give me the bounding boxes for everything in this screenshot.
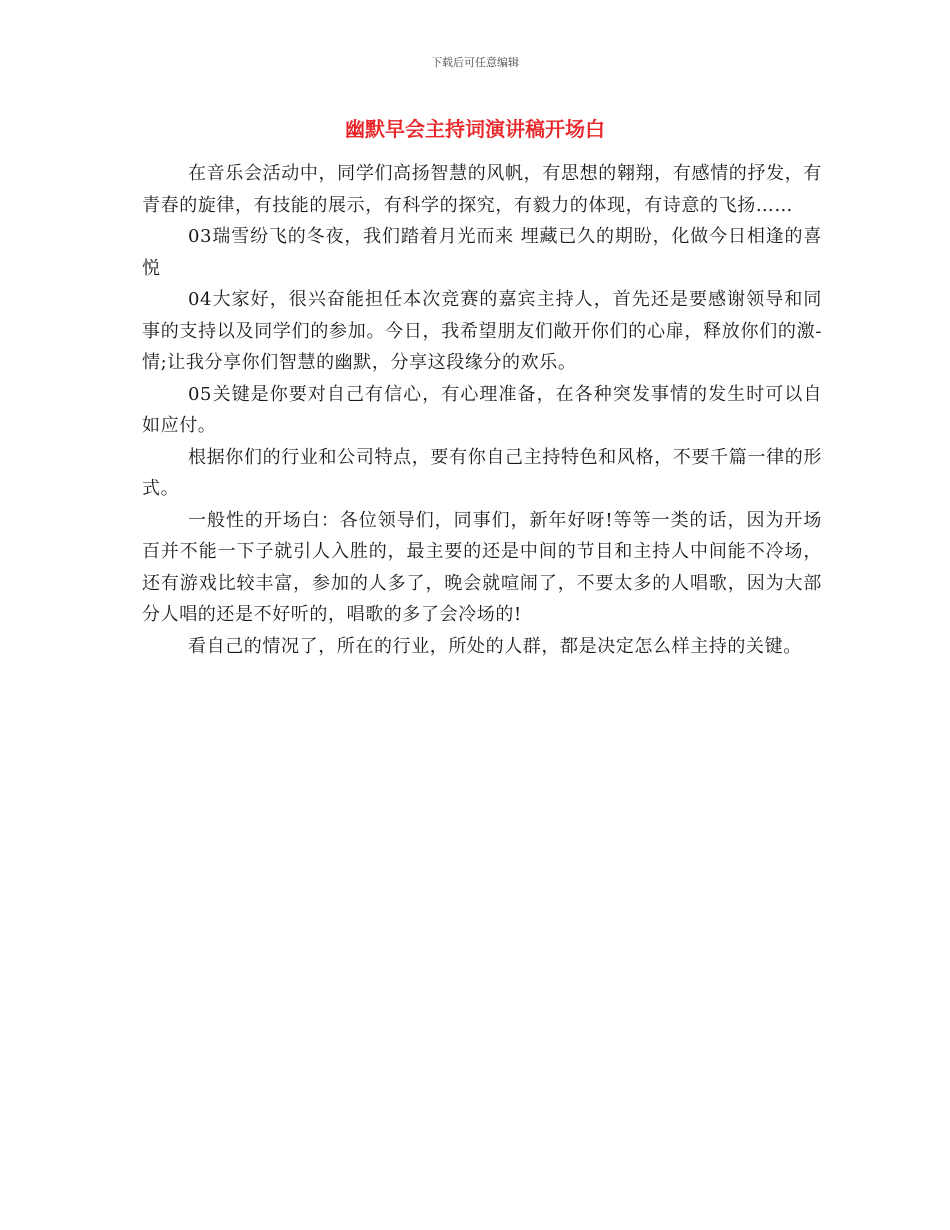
document-body [142,158,822,662]
paragraph-3: 04大家好，很兴奋能担任本次竞赛的嘉宾主持人，首先还是要感谢领导和同事的支持以及同学们的参加。今日，我希望朋友们敞开你们的心扉，释放你们的激-情;让我分享你们智慧的幽默，分享这段缘分的欢乐。 [142,289,822,373]
paragraph-2: 03瑞雪纷飞的冬夜，我们踏着月光而来 埋藏已久的期盼，化做今日相逢的喜悦 [142,226,822,279]
paragraph-5: 根据你们的行业和公司特点，要有你自己主持特色和风格，不要千篇一律的形式。 [142,446,822,499]
paragraph-1: 在音乐会活动中，同学们高扬智慧的风帆，有思想的翱翔，有感情的抒发，有青春的旋律，有技能的展示，有科学的探究，有毅力的体现，有诗意的飞扬…… [142,163,822,216]
paragraph-6: 一般性的开场白：各位领导们，同事们，新年好呀!等等一类的话，因为开场百并不能一下子就引人入胜的，最主要的还是中间的节目和主持人中间能不冷场，还有游戏比较丰富，参加的人多了，晚会就喧闹了，不要太多的人唱歌，因为大部分人唱的还是不好听的，唱歌的多了会冷场的! [142,509,822,625]
paragraph-4: 05关键是你要对自己有信心，有心理准备，在各种突发事情的发生时可以自如应付。 [142,383,822,436]
paragraph-7: 看自己的情况了，所在的行业，所处的人群，都是决定怎么样主持的关键。 [188,635,802,657]
document-title: 幽默早会主持词演讲稿开场白 [345,117,605,141]
header-note: 下载后可任意编辑 [431,56,519,69]
